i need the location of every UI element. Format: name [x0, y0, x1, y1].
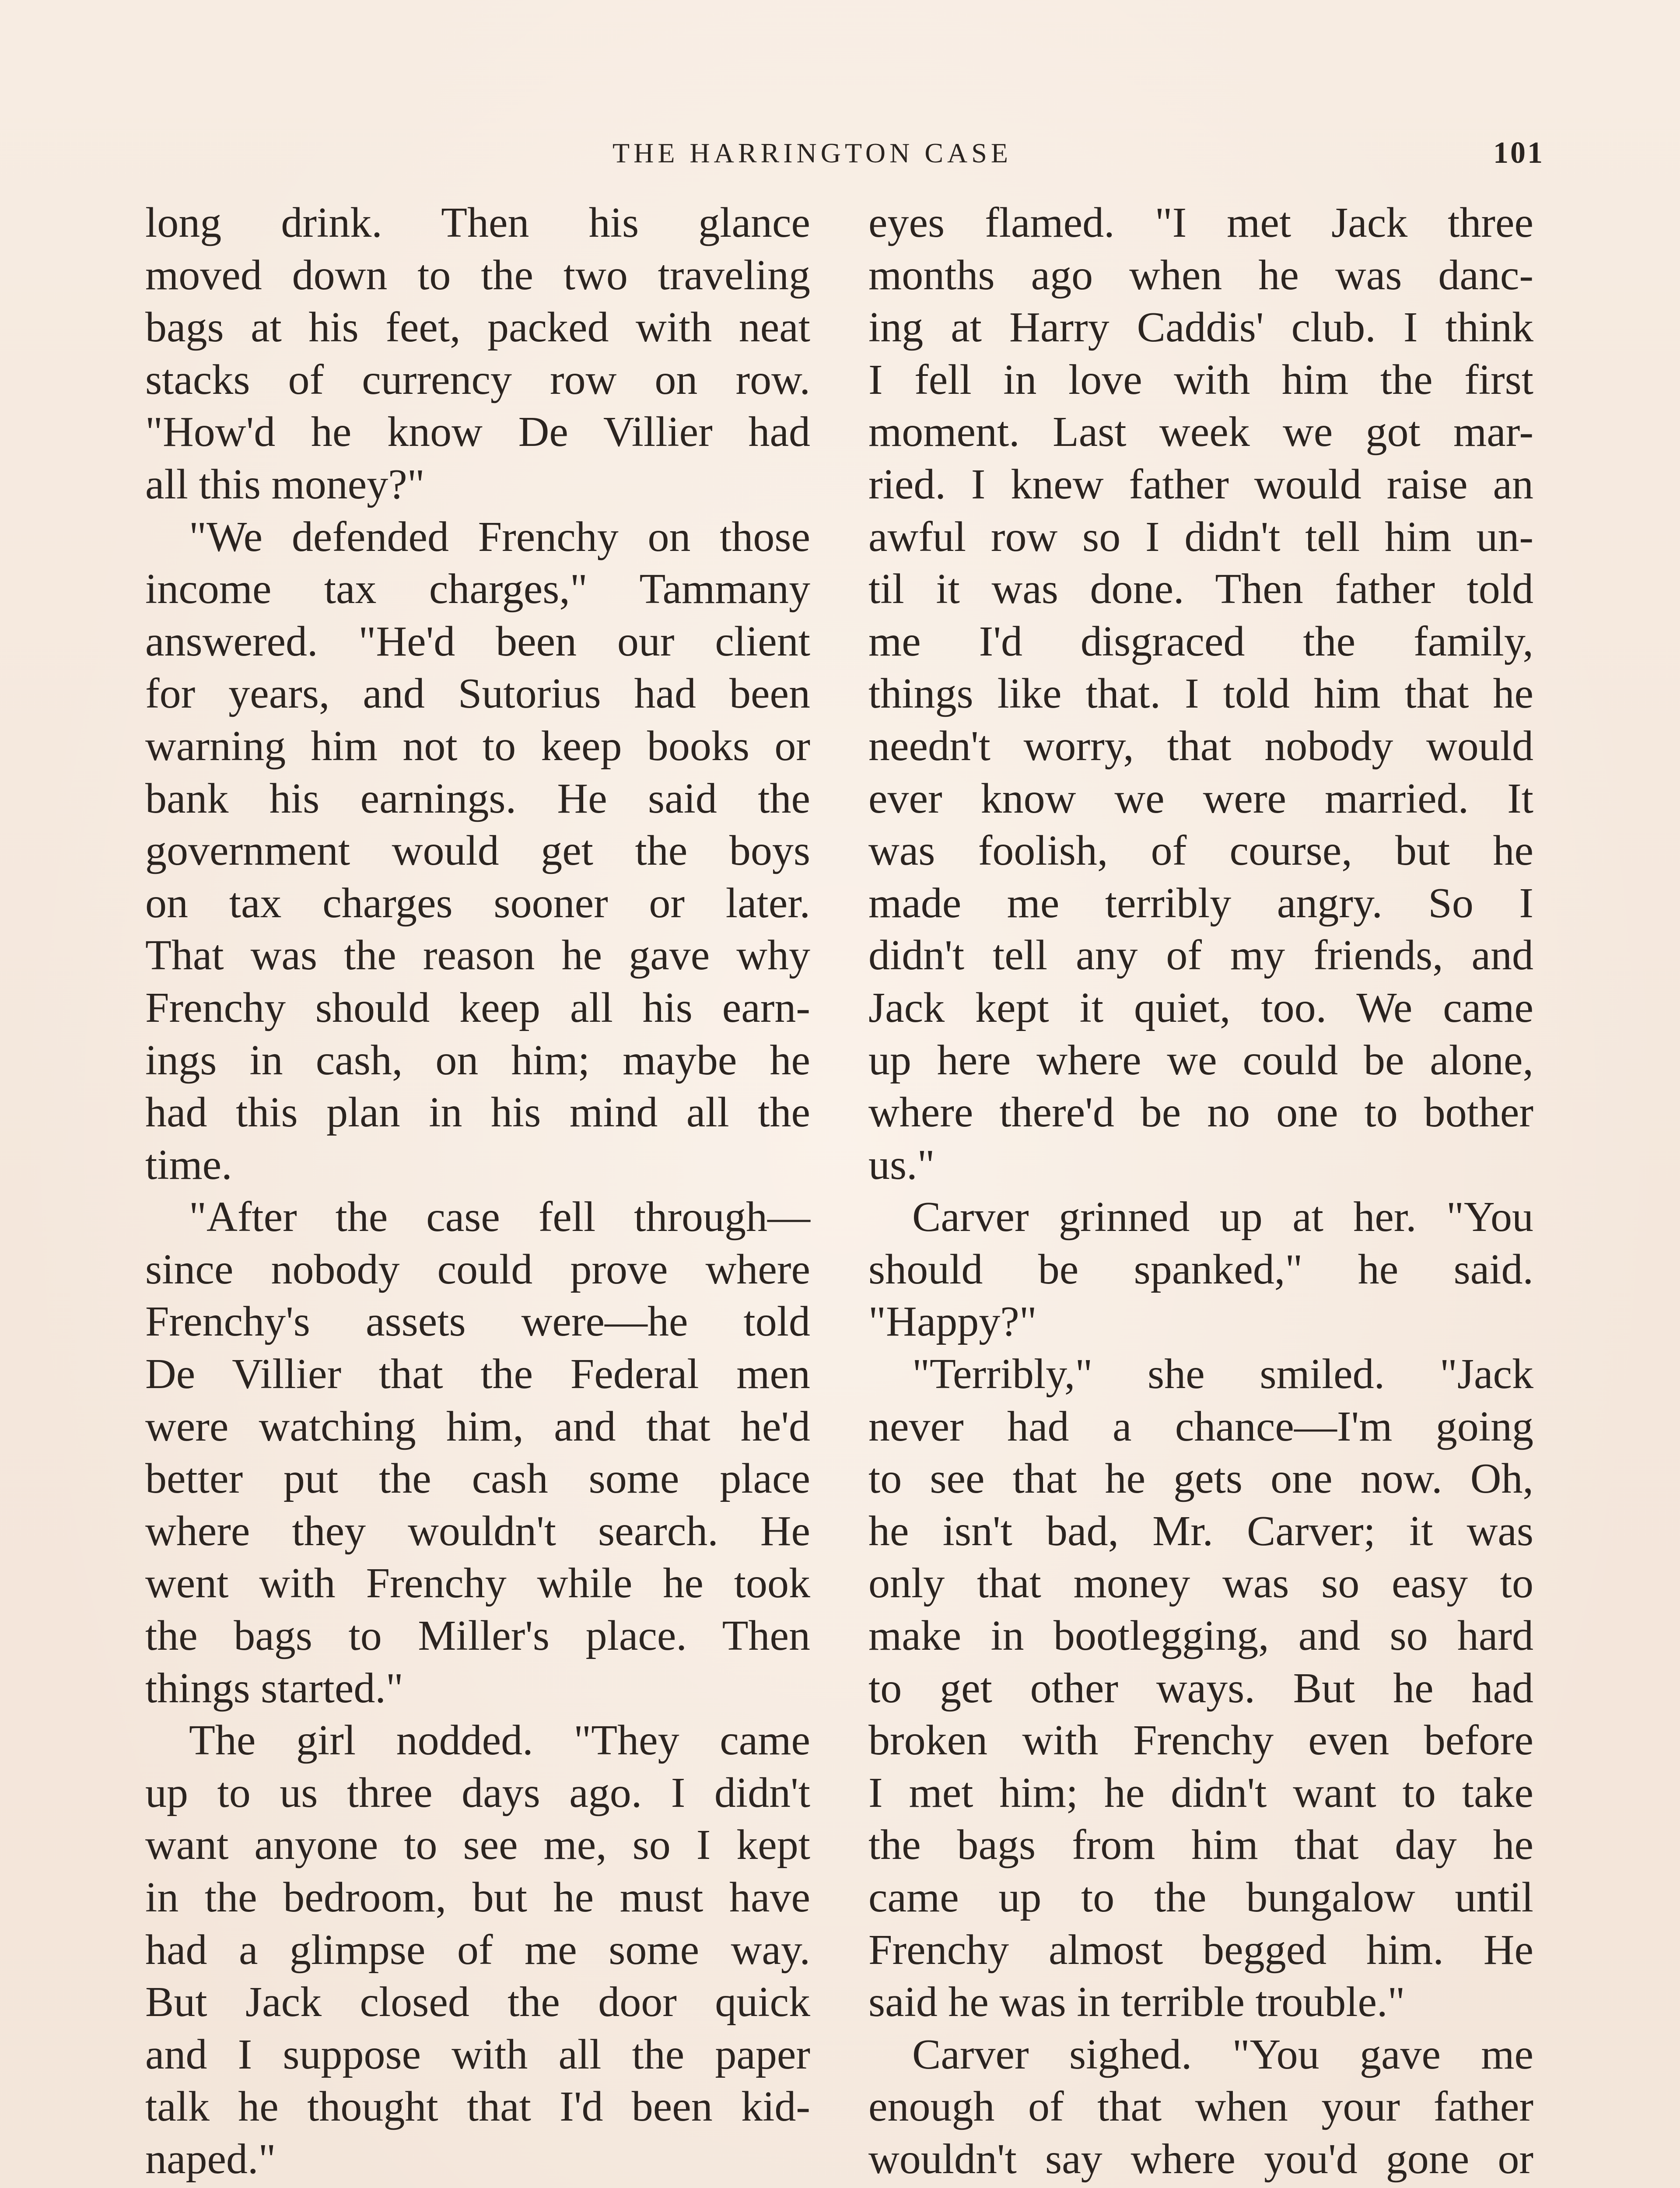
text-line — [868, 2186, 1533, 2188]
text-line: make in bootlegging, and so hard — [868, 1612, 1533, 1660]
text-line: months ago when he was danc- — [868, 251, 1533, 299]
text-line: awful row so I didn't tell him un- — [868, 513, 1533, 561]
text-line: on tax charges sooner or later. — [145, 879, 810, 927]
text-line: came up to the bungalow until — [868, 1874, 1533, 1921]
text-line: answered. "He'd been our client — [145, 617, 810, 665]
text-line: all this money?" — [145, 460, 425, 508]
text-line: to see that he gets one now. Oh, — [868, 1455, 1533, 1503]
text-line: for years, and Sutorius had been — [145, 670, 810, 718]
text-line: up here where we could be alone, — [868, 1036, 1533, 1084]
text-line: "After the case fell through— — [189, 1193, 810, 1241]
text-line: Frenchy's assets were—he told — [145, 1298, 810, 1346]
text-line: "We defended Frenchy on those — [189, 513, 810, 561]
text-line: Carver sighed. "You gave me — [912, 2030, 1533, 2078]
text-line: where they wouldn't search. He — [145, 1507, 810, 1555]
text-line: where there'd be no one to bother — [868, 1089, 1533, 1136]
text-line: went with Frenchy while he took — [145, 1560, 810, 1607]
text-line: I met him; he didn't want to take — [868, 1769, 1533, 1816]
text-line: ings in cash, on him; maybe he — [145, 1036, 810, 1084]
text-line: Frenchy almost begged him. He — [868, 1926, 1533, 1974]
text-line: me I'd disgraced the family, — [868, 617, 1533, 665]
text-line: things started." — [145, 1664, 403, 1712]
text-line: time. — [145, 1141, 232, 1189]
text-line: were watching him, and that he'd — [145, 1403, 810, 1450]
text-line: he isn't bad, Mr. Carver; it was — [868, 1507, 1533, 1555]
text-line: us." — [868, 1141, 935, 1189]
running-title: THE HARRINGTON CASE — [612, 137, 1012, 168]
text-line: eyes flamed. "I met Jack three — [868, 199, 1533, 246]
text-line: "How'd he know De Villier had — [145, 408, 810, 456]
text-line: made me terribly angry. So I — [868, 879, 1533, 927]
text-line: had this plan in his mind all the — [145, 1089, 810, 1136]
text-line: since nobody could prove where — [145, 1245, 810, 1293]
text-line: til it was done. Then father told — [868, 565, 1533, 613]
right-text-column — [868, 197, 1533, 2188]
text-line: ried. I knew father would raise an — [868, 460, 1533, 508]
text-line: stacks of currency row on row. — [145, 356, 810, 403]
page-number: 101 — [1493, 136, 1544, 170]
text-line: enough of that when your father — [868, 2083, 1533, 2131]
text-line: to get other ways. But he had — [868, 1664, 1533, 1712]
text-line: want anyone to see me, so I kept — [145, 1821, 810, 1869]
text-line: said he was in terrible trouble." — [868, 1978, 1405, 2026]
text-line: was foolish, of course, but he — [868, 827, 1533, 875]
page-header — [144, 131, 1544, 179]
text-line: ever know we were married. It — [868, 775, 1533, 822]
text-line: bags at his feet, packed with neat — [145, 304, 810, 351]
text-line: only that money was so easy to — [868, 1560, 1533, 1607]
text-line: That was the reason he gave why — [145, 932, 810, 979]
text-line: I fell in love with him the first — [868, 356, 1533, 403]
text-line: moment. Last week we got mar- — [868, 408, 1533, 456]
left-text-column — [145, 197, 810, 2188]
text-line: and I suppose with all the paper — [145, 2030, 810, 2078]
text-line: government would get the boys — [145, 827, 810, 875]
text-line: Carver grinned up at her. "You — [912, 1193, 1533, 1241]
text-line: in the bedroom, but he must have — [145, 1874, 810, 1921]
text-line: talk he thought that I'd been kid- — [145, 2083, 810, 2131]
text-line: up to us three days ago. I didn't — [145, 1769, 810, 1816]
text-line: had a glimpse of me some way. — [145, 1926, 810, 1974]
text-line: The girl nodded. "They came — [189, 1717, 810, 1764]
text-line: ing at Harry Caddis' club. I think — [868, 304, 1533, 351]
text-line: income tax charges," Tammany — [145, 565, 810, 613]
text-line: long drink. Then his glance — [145, 199, 810, 246]
text-line: warning him not to keep books or — [145, 722, 810, 770]
text-line: bank his earnings. He said the — [145, 775, 810, 822]
text-line: broken with Frenchy even before — [868, 1717, 1533, 1764]
text-line: needn't worry, that nobody would — [868, 722, 1533, 770]
text-line: the bags from him that day he — [868, 1821, 1533, 1869]
text-line: better put the cash some place — [145, 1455, 810, 1503]
text-line: never had a chance—I'm going — [868, 1403, 1533, 1450]
text-line: didn't tell any of my friends, and — [868, 932, 1533, 979]
text-line: But Jack closed the door quick — [145, 1978, 810, 2026]
text-line: De Villier that the Federal men — [145, 1350, 810, 1398]
text-line: things like that. I told him that he — [868, 670, 1533, 718]
text-line: naped." — [145, 2135, 276, 2183]
text-line: wouldn't say where you'd gone or — [868, 2135, 1533, 2183]
text-line: Jack kept it quiet, too. We came — [868, 984, 1533, 1031]
text-line: the bags to Miller's place. Then — [145, 1612, 810, 1660]
text-line — [145, 2186, 810, 2188]
text-line: "Terribly," she smiled. "Jack — [912, 1350, 1533, 1398]
text-line: Frenchy should keep all his earn- — [145, 984, 810, 1031]
text-line: moved down to the two traveling — [145, 251, 810, 299]
text-line: "Happy?" — [868, 1298, 1037, 1346]
text-line: should be spanked," he said. — [868, 1245, 1533, 1293]
